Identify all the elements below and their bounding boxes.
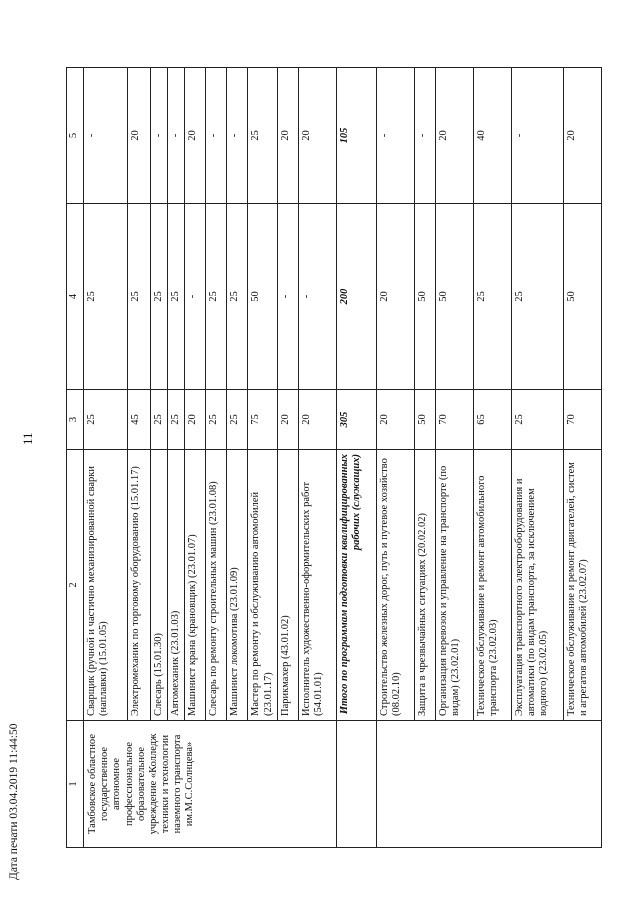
budget-places: 25 [84,204,128,390]
total-places: 70 [435,390,473,450]
paid-places: - [227,68,248,204]
total-label: Итого по программам подготовки квалифицированных рабочих (служащих) [336,450,376,721]
budget-places: 25 [227,204,248,390]
program-name: Мастер по ремонту и обслуживанию автомобилей (23.01.17) [248,450,277,721]
total-places: 20 [185,390,206,450]
program-name: Защита в чрезвычайных ситуациях (20.02.02) [414,450,435,721]
total-places: 45 [128,390,151,450]
header-cell-4: 4 [67,204,84,390]
total-places: 75 [248,390,277,450]
paid-places: 40 [473,68,511,204]
table-row [84,68,128,848]
print-date: Дата печати 03.04.2019 11:44:50 [8,723,20,880]
total-places: 20 [298,390,336,450]
program-name: Парикмахер (43.01.02) [277,450,298,721]
budget-places: 50 [248,204,277,390]
paid-places: 20 [128,68,151,204]
program-name: Эксплуатация транспортного электрооборудования и автоматики (по видам транспорта, за исключением водного) (23.02.05) [511,450,563,721]
program-name: Слесарь по ремонту строительных машин (23.01.08) [206,450,227,721]
paid-places: 105 [336,68,376,204]
program-name: Исполнитель художественно-оформительских работ (54.01.01) [298,450,336,721]
budget-places: 25 [206,204,227,390]
total-places: 50 [414,390,435,450]
budget-places: 50 [435,204,473,390]
paid-places: 20 [563,68,601,204]
budget-places: 25 [128,204,151,390]
program-name: Слесарь (15.01.30) [151,450,168,721]
program-name: Строительство железных дорог, путь и путевое хозяйство (08.02.10) [376,450,414,721]
table-row [376,68,414,848]
total-places: 25 [511,390,563,450]
organization-cell-empty [336,721,376,848]
total-places: 25 [168,390,185,450]
organization-cell-empty [376,721,601,848]
total-places: 65 [473,390,511,450]
paid-places: 20 [277,68,298,204]
total-places: 25 [206,390,227,450]
paid-places: - [168,68,185,204]
program-name: Техническое обслуживание и ремонт автомобильного транспорта (23.02.03) [473,450,511,721]
header-cell-5: 5 [67,68,84,204]
paid-places: 20 [298,68,336,204]
total-places: 20 [277,390,298,450]
paid-places: - [414,68,435,204]
paid-places: - [511,68,563,204]
program-name: Техническое обслуживание и ремонт двигателей, систем и агрегатов автомобилей (23.02.07) [563,450,601,721]
budget-places: 200 [336,204,376,390]
organization-cell: Тамбовское областное государственное автономное профессиональное образовательное учреждение «Колледж техники и технологии наземного транспорта им.М.С.Солнцева» [84,721,337,848]
total-places: 305 [336,390,376,450]
budget-places: 50 [414,204,435,390]
budget-places: 25 [473,204,511,390]
budget-places: - [185,204,206,390]
program-name: Организация перевозок и управление на транспорте (по видам) (23.02.01) [435,450,473,721]
program-name: Сварщик (ручной и частично механизированной сварки (наплавки) (15.01.05) [84,450,128,721]
total-places: 25 [227,390,248,450]
paid-places: 20 [435,68,473,204]
total-places: 20 [376,390,414,450]
budget-places: 25 [511,204,563,390]
header-cell-1: 1 [67,721,84,848]
budget-places: 50 [563,204,601,390]
budget-places: - [298,204,336,390]
program-name: Машинист локомотива (23.01.09) [227,450,248,721]
header-cell-3: 3 [67,390,84,450]
total-places: 70 [563,390,601,450]
paid-places: - [376,68,414,204]
paid-places: - [84,68,128,204]
total-places: 25 [84,390,128,450]
program-name: Автомеханик (23.01.03) [168,450,185,721]
program-name: Электромеханик по торговому оборудованию (15.01.17) [128,450,151,721]
header-cell-2: 2 [67,450,84,721]
rotated-table-container [66,68,594,848]
budget-places: 20 [376,204,414,390]
page-number: 11 [20,432,35,445]
header-row [67,68,84,848]
budget-places: 25 [151,204,168,390]
paid-places: 20 [185,68,206,204]
admission-table [66,67,602,848]
paid-places: - [151,68,168,204]
budget-places: 25 [168,204,185,390]
paid-places: 25 [248,68,277,204]
budget-places: - [277,204,298,390]
program-name: Машинист крана (крановщик) (23.01.07) [185,450,206,721]
total-row [336,68,376,848]
paid-places: - [206,68,227,204]
total-places: 25 [151,390,168,450]
